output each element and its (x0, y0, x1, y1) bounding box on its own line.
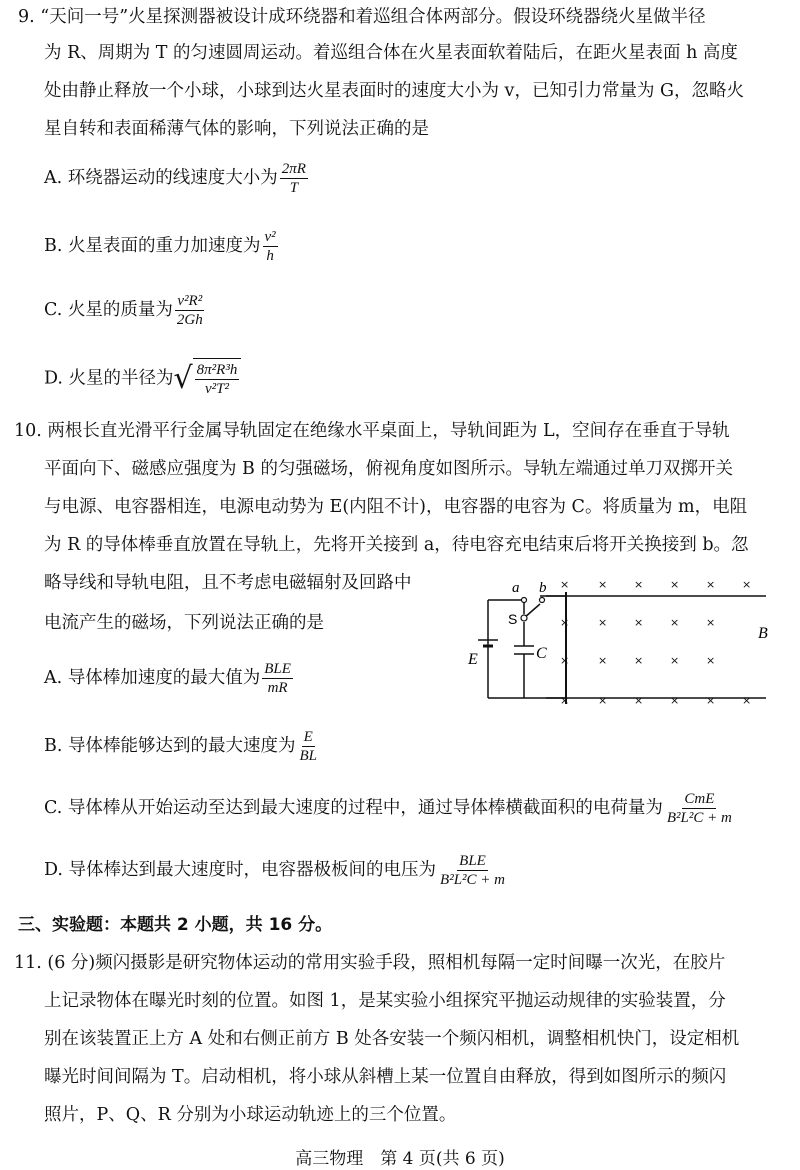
field-cross: × (706, 578, 716, 591)
q9-line-2: 为 R、周期为 T 的匀速圆周运动。着巡组合体在火星表面软着陆后，在距火星表面 h 高度 (44, 43, 738, 63)
field-cross: × (560, 694, 570, 707)
fraction: $\frac{E}{BL}$ (299, 729, 318, 764)
field-cross: × (598, 694, 608, 707)
q10-line-6: 电流产生的磁场，下列说法正确的是 (44, 613, 324, 633)
field-cross: × (598, 616, 608, 629)
q10-option-a (44, 660, 295, 697)
q11-line-3: 别在该装置正上方 A 处和右侧正前方 B 处各安装一个频闪相机，调整相机快门，设定相机 (44, 1029, 740, 1049)
q10-line-3: 与电源、电容器相连，电源电动势为 E(内阻不计)，电容器的电容为 C。将质量为 m，电阻 (44, 497, 748, 517)
field-cross: × (670, 694, 680, 707)
field-cross: × (598, 578, 608, 591)
fraction: $\frac{\text{v²}}{h}$ (264, 229, 276, 264)
label-field-b: B (758, 625, 768, 642)
field-cross: × (634, 616, 644, 629)
q9-line-3: 处由静止释放一个小球，小球到达火星表面时的速度大小为 v，已知引力常量为 G，忽略火 (44, 81, 744, 101)
option-text: D. 导体棒达到最大速度时，电容器极板间的电压为 (44, 860, 437, 880)
label-c: C (536, 645, 547, 662)
field-cross: × (560, 616, 570, 629)
field-cross: × (742, 578, 752, 591)
field-cross: × (670, 578, 680, 591)
page-footer: 高三物理 第 4 页(共 6 页) (295, 1149, 505, 1169)
option-text: C. 导体棒从开始运动至达到最大速度的过程中，通过导体棒横截面积的电荷量为 (44, 798, 663, 818)
fraction: $\frac{\text{CmE}}{\text{B²L²C + m}}$ (666, 791, 732, 826)
fraction: $\frac{\text{8π²R³h}}{\text{v²T²}}$ (196, 362, 238, 397)
field-cross: × (706, 616, 716, 629)
field-cross: × (634, 654, 644, 667)
q10-line-4: 为 R 的导体棒垂直放置在导轨上，先将开关接到 a，待电容充电结束后将开关换接到 b。忽 (44, 535, 749, 555)
q10-option-b (44, 728, 321, 765)
fraction: $\frac{\text{BLE}}{\text{B²L²C + m}}$ (440, 853, 505, 888)
q9-line-4: 星自转和表面稀薄气体的影响，下列说法正确的是 (44, 119, 429, 139)
field-cross: × (742, 694, 752, 707)
field-cross: × (706, 654, 716, 667)
q11-line-5: 照片，P、Q、R 分别为小球运动轨迹上的三个位置。 (44, 1105, 457, 1125)
option-text: A. 导体棒加速度的最大值为 (44, 668, 261, 688)
field-cross: × (670, 616, 680, 629)
fraction: $\frac{\text{v²R²}}{2Gh}$ (176, 293, 203, 328)
q9-option-b (44, 228, 280, 265)
label-b: b (539, 580, 547, 596)
q9-option-d (44, 358, 241, 400)
field-cross: × (598, 654, 608, 667)
field-cross: × (706, 694, 716, 707)
option-text: D. 火星的半径为 (44, 368, 174, 389)
q11-line-2: 上记录物体在曝光时刻的位置。如图 1，是某实验小组探究平抛运动规律的实验装置，分 (44, 991, 726, 1011)
fraction: $\frac{2\pi R}{T}$ (281, 161, 306, 196)
field-cross: × (634, 578, 644, 591)
switch-pivot (521, 615, 527, 621)
q9-option-c (44, 292, 207, 329)
field-cross: × (670, 654, 680, 667)
q10-option-c (44, 790, 736, 827)
option-text: C. 火星的质量为 (44, 300, 173, 320)
fraction: $\frac{\text{BLE}}{mR}$ (264, 661, 291, 696)
magnetic-field-crosses (560, 578, 751, 707)
square-root: √ $\frac{\text{8π²R³h}}{\text{v²T²}}$ (174, 358, 242, 400)
q9-line-1: 9. “天问一号”火星探测器被设计成环绕器和着巡组合体两部分。假设环绕器绕火星做半径 (18, 7, 706, 27)
field-cross: × (560, 578, 570, 591)
q10-line-1: 10. 两根长直光滑平行金属导轨固定在绝缘水平桌面上，导轨间距为 L，空间存在垂直于导轨 (14, 421, 730, 441)
q9-option-a (44, 160, 310, 197)
rail-circuit-figure (466, 574, 786, 714)
option-text: B. 导体棒能够达到的最大速度为 (44, 736, 296, 756)
q10-line-2: 平面向下、磁感应强度为 B 的匀强磁场，俯视角度如图所示。导轨左端通过单刀双掷开关 (44, 459, 733, 479)
section-heading: 三、实验题：本题共 2 小题，共 16 分。 (18, 915, 333, 935)
label-a: a (512, 580, 520, 596)
contact-a (522, 598, 527, 603)
field-cross: × (560, 654, 570, 667)
option-text: A. 环绕器运动的线速度大小为 (44, 168, 278, 188)
contact-b (540, 598, 545, 603)
label-e: E (468, 651, 478, 668)
q11-line-4: 曝光时间间隔为 T。启动相机，将小球从斜槽上某一位置自由释放，得到如图所示的频闪 (44, 1067, 727, 1087)
field-cross: × (634, 694, 644, 707)
q10-option-d (44, 852, 509, 889)
q10-line-5: 略导线和导轨电阻，且不考虑电磁辐射及回路中 (44, 573, 412, 593)
option-text: B. 火星表面的重力加速度为 (44, 236, 261, 256)
q11-line-1: 11. (6 分)频闪摄影是研究物体运动的常用实验手段，照相机每隔一定时间曝一次光，在胶片 (14, 953, 726, 973)
label-s: S (508, 611, 518, 627)
